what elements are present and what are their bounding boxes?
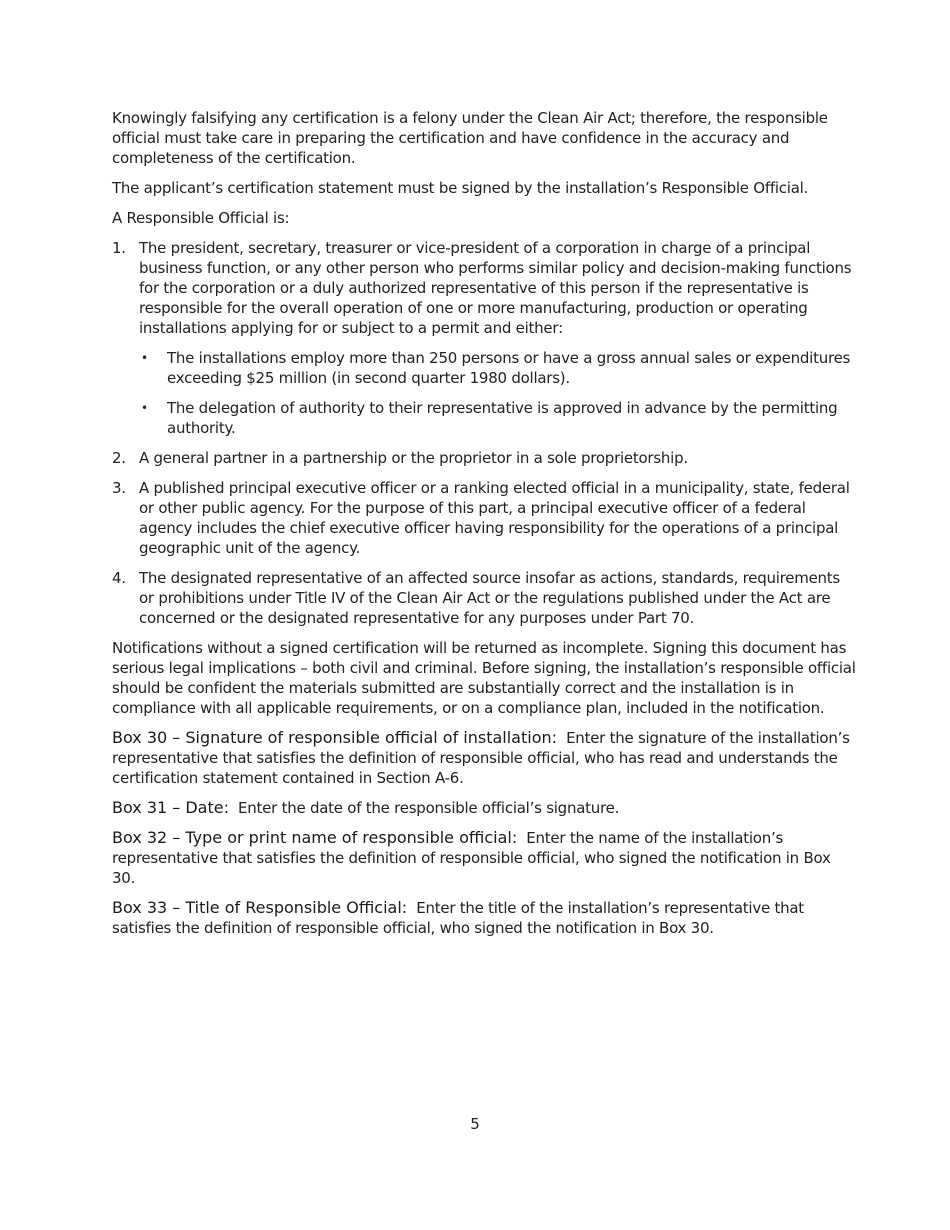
list-item (112, 568, 857, 628)
intro-definition-lead: A Responsible Official is: (112, 209, 290, 227)
bullet-item (139, 348, 857, 388)
bullet-icon: • (141, 351, 148, 365)
box-30-instruction (112, 728, 857, 788)
box-31-heading: Box 31 – Date: (112, 798, 229, 817)
box-32-heading: Box 32 – Type or print name of responsible official: (112, 828, 518, 847)
list-item-number: 4. (112, 569, 126, 587)
box-30-heading: Box 30 – Signature of responsible official of installation: (112, 728, 558, 747)
box-33-instruction (112, 898, 857, 938)
box-32-instruction (112, 828, 857, 888)
list-item-number: 1. (112, 239, 126, 257)
notice-paragraph: Notifications without a signed certification will be returned as incomplete. Signing this document has serious legal implications – both civil and criminal. Before signing, the installation’s responsible official should be confident the materials submitted are substantially correct and the installation is in compliance with all applicable requirements, or on a compliance plan, included in the notification. (112, 639, 856, 717)
box-31-instruction (112, 798, 857, 818)
intro-signature-paragraph: The applicant’s certification statement must be signed by the installation’s Responsible Official. (112, 179, 809, 197)
intro-felony-paragraph: Knowingly falsifying any certification is a felony under the Clean Air Act; therefore, the responsible official must take care in preparing the certification and have confidence in the accuracy and completeness of the certification. (112, 109, 828, 167)
box-32-text: Enter the name of the installation’s representative that satisfies the definition of responsible official, who signed the notification in Box 30. (112, 829, 831, 887)
page-number: 5 (470, 1115, 480, 1133)
bullet-list (139, 348, 857, 438)
list-item-text: A published principal executive officer or a ranking elected official in a municipality, state, federal or other public agency. For the purpose of this part, a principal executive officer of a federal agency includes the chief executive officer having responsibility for the operations of a principal geographic unit of the agency. (139, 479, 850, 557)
bullet-item (139, 398, 857, 438)
list-item-text: A general partner in a partnership or the proprietor in a sole proprietorship. (139, 449, 688, 467)
bullet-item-text: The delegation of authority to their representative is approved in advance by the permitting authority. (167, 399, 838, 437)
box-31-text: Enter the date of the responsible official’s signature. (238, 799, 620, 817)
list-item (112, 448, 857, 468)
responsible-official-list (112, 238, 857, 628)
bullet-item-text: The installations employ more than 250 persons or have a gross annual sales or expenditures exceeding $25 million (in second quarter 1980 dollars). (167, 349, 851, 387)
box-30-text: Enter the signature of the installation’s representative that satisfies the definition of responsible official, who has read and understands the certification statement contained in Section A-6. (112, 729, 850, 787)
list-item-text: The president, secretary, treasurer or vice-president of a corporation in charge of a principal business function, or any other person who performs similar policy and decision-making functions for the corporation or a duly authorized representative of this person if the representative is responsible for the overall operation of one or more manufacturing, production or operating installations applying for or subject to a permit and either: (139, 239, 852, 337)
list-item-number: 2. (112, 449, 126, 467)
list-item-text: The designated representative of an affected source insofar as actions, standards, requirements or prohibitions under Title IV of the Clean Air Act or the regulations published under the Act are concerned or the designated representative for any purposes under Part 70. (139, 569, 840, 627)
list-item (112, 478, 857, 558)
list-item (112, 238, 857, 438)
bullet-icon: • (141, 401, 148, 415)
document-body (112, 108, 857, 948)
box-33-heading: Box 33 – Title of Responsible Official: (112, 898, 408, 917)
list-item-number: 3. (112, 479, 126, 497)
box-33-text: Enter the title of the installation’s representative that satisfies the definition of responsible official, who signed the notification in Box 30. (112, 899, 804, 937)
